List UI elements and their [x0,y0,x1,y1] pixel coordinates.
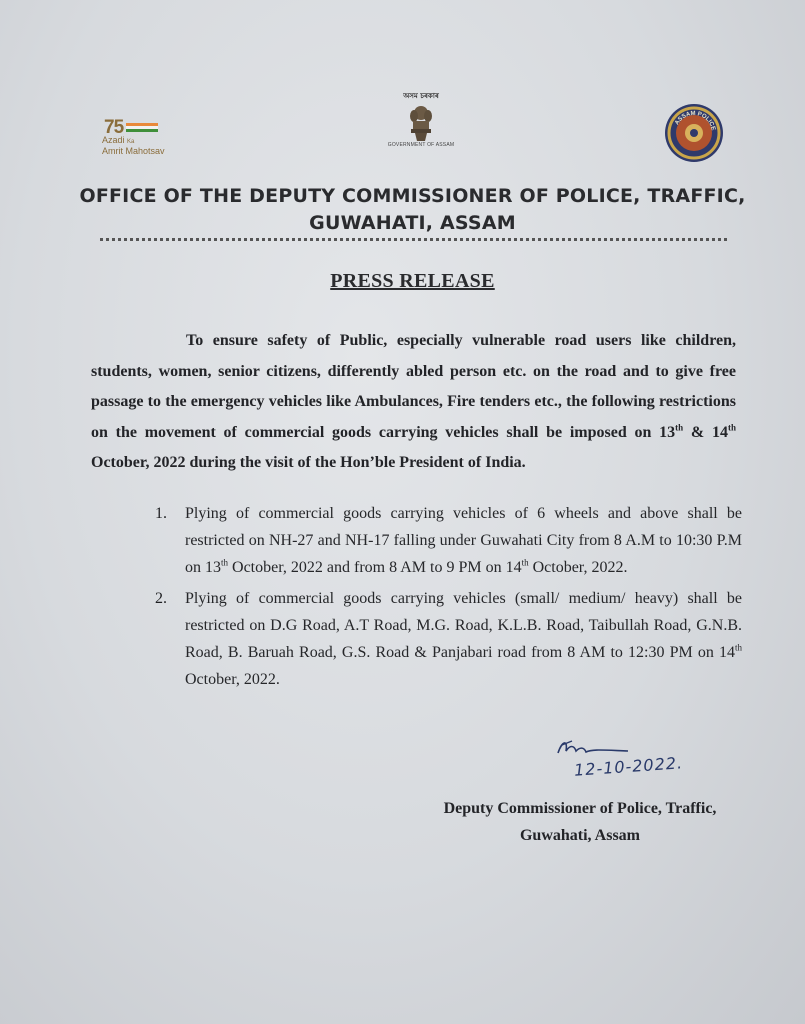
handwritten-signature [552,735,712,785]
press-release-heading: PRESS RELEASE [330,270,495,292]
emblem-bottom-text: GOVERNMENT OF ASSAM [387,142,455,148]
list-number: 1. [155,505,167,522]
emblem-top-text: অসম চৰকাৰ [403,92,439,100]
assam-police-badge [664,103,724,163]
signatory-line1: Deputy Commissioner of Police, Traffic, [443,800,717,817]
office-title-line1: OFFICE OF THE DEPUTY COMMISSIONER OF POLICE, TRAFFIC, [79,185,746,207]
signature-date: 12-10-2022. [573,753,684,780]
office-title-line2: GUWAHATI, ASSAM [309,212,516,234]
azadi-text: Azadi Ka Amrit Mahotsav [102,135,165,156]
restrictions-list [155,500,742,697]
intro-paragraph: To ensure safety of Public, especially vulnerable road users like children, students, women, senior citizens, differently abled person etc. on the road and to give free passage to the emergency vehicles like Ambulances, Fire tenders etc., the following restrictions on the movement of commercial goods carrying vehicles shall be imposed on 13th & 14th October, 2022 during the visit of the Hon’ble President of India. [91,332,737,471]
list-text: Plying of commercial goods carrying vehicles of 6 wheels and above shall be restricted on NH-27 and NH-17 falling under Guwahati City from 8 A.M to 10:30 P.M on 13th October, 2022 and from 8 AM to 9 PM on 14th October, 2022. [185,505,742,576]
list-item [155,500,742,581]
list-text: Plying of commercial goods carrying vehicles (small/ medium/ heavy) shall be restricted on D.G Road, A.T Road, M.G. Road, K.L.B. Road, Taibullah Road, G.N.B. Road, B. Baruah Road, G.S. Road & Panjabari road from 8 AM to 12:30 PM on 14th October, 2022. [185,590,742,688]
government-of-assam-emblem [386,90,456,160]
list-item [155,585,742,693]
flag-icon [126,123,158,133]
ashoka-lion-icon [408,104,434,142]
signatory-line2: Guwahati, Assam [519,827,641,844]
dotted-divider [100,238,727,241]
azadi-ka-amrit-mahotsav-logo [100,117,180,162]
azadi-number: 75 [104,117,124,138]
office-title [60,183,765,237]
badge-text: ASSAM POLICE [674,110,716,132]
list-number: 2. [155,590,167,607]
signatory-block [400,795,760,849]
